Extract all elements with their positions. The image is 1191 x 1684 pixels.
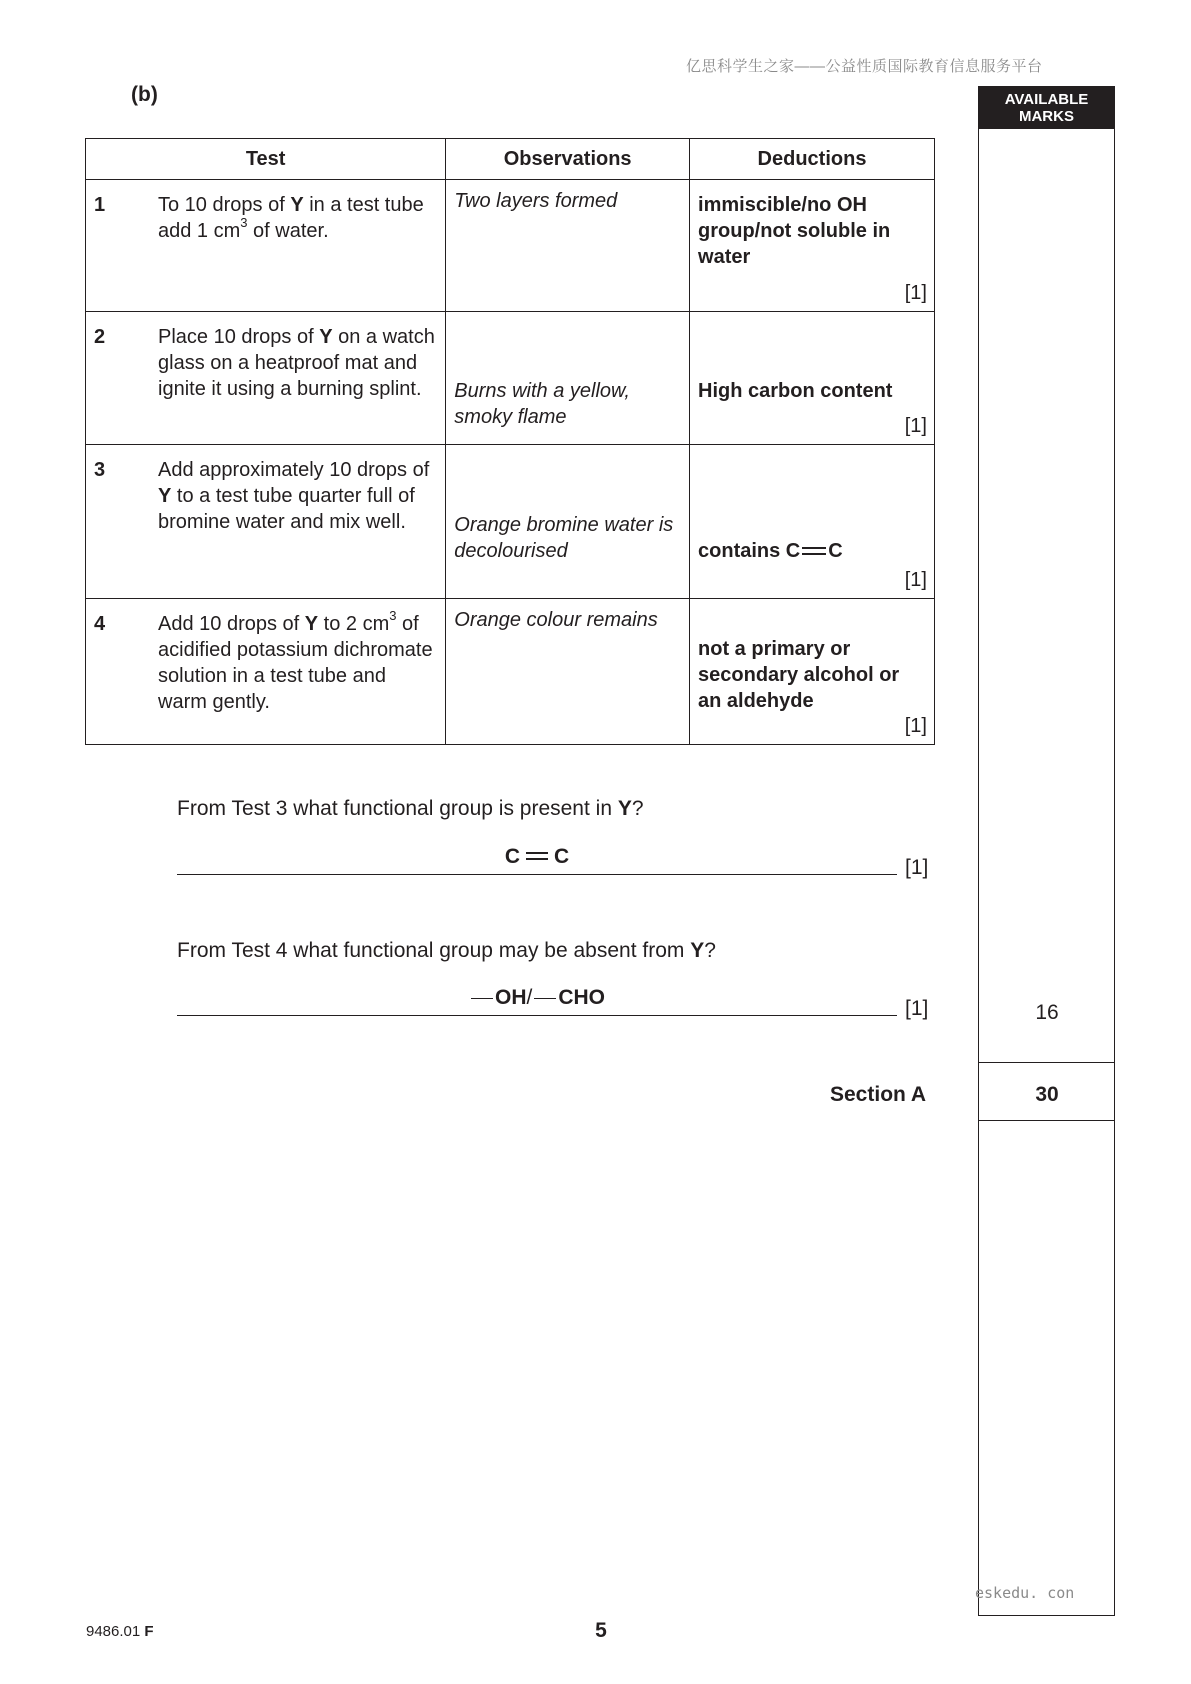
site-watermark: eskedu. con [975, 1584, 1075, 1602]
marks-divider-top [978, 1062, 1115, 1063]
page-marks-total: 16 [1035, 1001, 1059, 1024]
deduction-text: High carbon content [698, 380, 893, 402]
test-cell [86, 180, 446, 312]
test-observation-table [85, 138, 935, 745]
deduction-cell [690, 180, 935, 312]
table-header-row [86, 139, 935, 180]
watermark-text: 亿思科学生之家——公益性质国际教育信息服务平台 [686, 58, 1043, 75]
marks-divider-bottom [978, 1120, 1115, 1121]
page-number: 5 [595, 1619, 607, 1642]
observation-cell: Burns with a yellow, smoky flame [446, 312, 690, 445]
part-label: (b) [131, 83, 158, 106]
test-description: Add approximately 10 drops of Y to a test tube quarter full of bromine water and mix well. [158, 459, 430, 533]
test-description: To 10 drops of Y in a test tube add 1 $cm^3$ of water. [158, 194, 424, 242]
header-deductions: Deductions [690, 139, 935, 180]
observation-cell: Orange colour remains [446, 599, 690, 745]
test-number: 4 [94, 613, 106, 635]
single-bond-symbol [534, 998, 556, 999]
paper-code: 9486.01 F [86, 1623, 154, 1640]
mark-allocation: [1] [904, 415, 927, 437]
marks-column [978, 129, 1115, 1616]
table-row [86, 312, 935, 445]
answer-test-4: OH/ CHO [177, 986, 897, 1010]
table-row [86, 599, 935, 745]
header-observations: Observations [446, 139, 690, 180]
observation-cell: Orange bromine water is decolourised [446, 445, 690, 599]
marks-header-line1: AVAILABLE [1004, 90, 1089, 108]
test-description: Add 10 drops of Y to 2 $cm^3$ of acidified potassium dichromate solution in a test tube and warm gently. [158, 608, 433, 713]
question-test-3: From Test 3 what functional group is present in Y? [177, 797, 644, 820]
deduction-cell [690, 312, 935, 445]
single-bond-symbol [471, 998, 493, 999]
deduction-text: not a primary or secondary alcohol or an aldehyde [698, 637, 900, 712]
section-label: Section A [830, 1083, 927, 1106]
answer-line-test-4 [177, 1015, 897, 1016]
test-number: 2 [94, 326, 106, 348]
mark-allocation: [1] [904, 282, 927, 304]
marks-header-line2: MARKS [1018, 107, 1074, 125]
test-number: 1 [94, 194, 106, 216]
deduction-cell [690, 445, 935, 599]
mark-allocation: [1] [905, 997, 929, 1020]
header-test: Test [86, 139, 446, 180]
mark-allocation: [1] [904, 715, 927, 737]
deduction-cell [690, 599, 935, 745]
deduction-text: immiscible/no OH group/not soluble in water [698, 194, 891, 268]
section-total: 30 [1035, 1083, 1059, 1106]
test-cell [86, 445, 446, 599]
test-cell [86, 312, 446, 445]
mark-allocation: [1] [904, 569, 927, 591]
table-row [86, 445, 935, 599]
test-description: Place 10 drops of Y on a watch glass on a heatproof mat and ignite it using a burning splint. [158, 326, 435, 400]
test-cell [86, 599, 446, 745]
answer-test-3: C C [504, 845, 570, 868]
observation-cell: Two layers formed [446, 180, 690, 312]
table-row [86, 180, 935, 312]
answer-line-test-3 [177, 874, 897, 875]
question-test-4: From Test 4 what functional group may be absent from Y? [177, 939, 716, 962]
test-number: 3 [94, 459, 106, 481]
available-marks-header [978, 86, 1115, 129]
deduction-text: contains C C [698, 540, 843, 562]
mark-allocation: [1] [905, 856, 929, 879]
double-bond-symbol [526, 852, 548, 860]
double-bond-symbol [802, 547, 826, 555]
